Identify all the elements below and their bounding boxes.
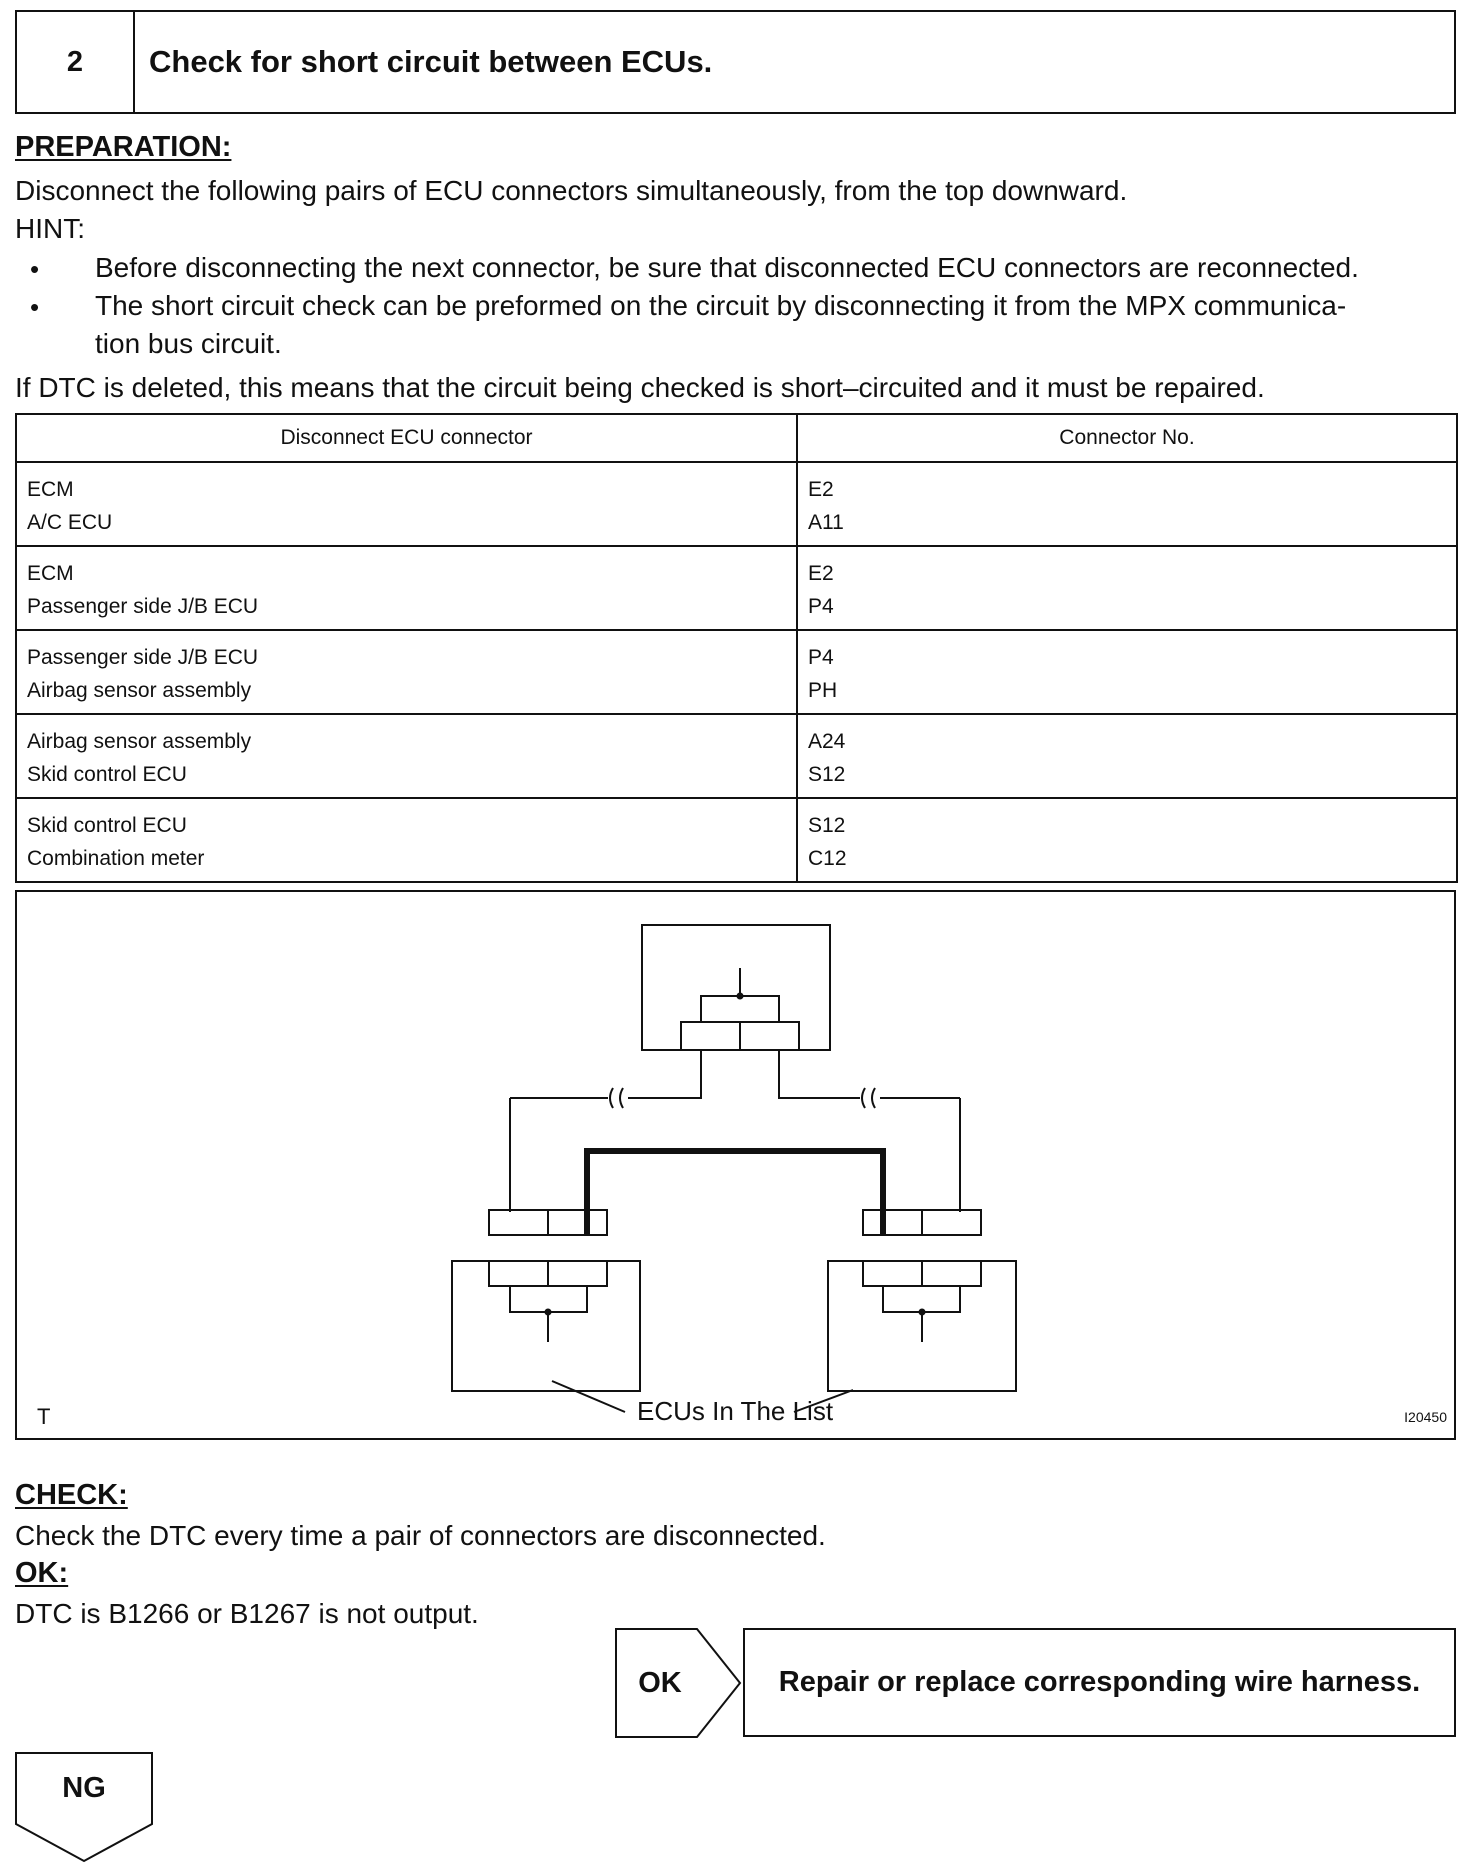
connector-no: A11: [808, 511, 844, 534]
wire-break-mark: [862, 1088, 865, 1108]
dtc-note: If DTC is deleted, this means that the circuit being checked is short–circuited and it must be repaired.: [15, 372, 1265, 403]
check-heading: CHECK:: [15, 1479, 128, 1511]
ecu-name: ECM: [27, 562, 74, 585]
ecu-name: Combination meter: [27, 847, 205, 870]
step-title: Check for short circuit between ECUs.: [149, 44, 713, 79]
ecu-name: ECM: [27, 478, 74, 501]
bullet-icon: •: [30, 292, 40, 322]
connector-cell: [797, 462, 1457, 546]
preparation-text: Disconnect the following pairs of ECU connectors simultaneously, from the top downward.: [15, 175, 1128, 206]
connector-cell: [797, 798, 1457, 882]
bullet-icon: •: [30, 254, 40, 284]
connector-no: P4: [808, 595, 834, 618]
ecu-cell: [16, 798, 797, 882]
junction-dot: [737, 993, 744, 1000]
table-row: [16, 546, 1457, 630]
ecu-name: Airbag sensor assembly: [27, 730, 252, 753]
table-row: [16, 462, 1457, 546]
repair-action-box: Repair or replace corresponding wire harness.: [743, 1628, 1456, 1737]
ecu-name: Skid control ECU: [27, 814, 187, 837]
wire-break-mark: [610, 1088, 613, 1108]
ecu-cell: [16, 630, 797, 714]
hint-bullet-1: Before disconnecting the next connector, be sure that disconnected ECU connectors are reconnected.: [95, 252, 1359, 283]
ng-flow-indicator: [15, 1752, 155, 1864]
mpx-bus-line: [587, 1151, 883, 1235]
connector-cell: [797, 630, 1457, 714]
wiring-diagram-svg: [17, 892, 1454, 1438]
ecu-name: Skid control ECU: [27, 763, 187, 786]
ok-heading: OK:: [15, 1557, 69, 1589]
connector-no: PH: [808, 679, 838, 702]
junction-dot: [919, 1309, 926, 1316]
ok-flow-indicator: [615, 1628, 745, 1740]
connector-cell: [797, 714, 1457, 798]
wiring-diagram: [15, 890, 1456, 1440]
ecu-cell: [16, 546, 797, 630]
ecu-name: A/C ECU: [27, 511, 113, 534]
connector-no: A24: [808, 730, 846, 753]
ecu-name: Passenger side J/B ECU: [27, 595, 259, 618]
table-row: [16, 714, 1457, 798]
label-leader-line: [552, 1381, 625, 1412]
ecu-cell: [16, 714, 797, 798]
step-header: [15, 10, 1456, 114]
connector-table: [15, 413, 1458, 883]
diagram-corner-mark: T: [37, 1404, 51, 1429]
check-text: Check the DTC every time a pair of connectors are disconnected.: [15, 1520, 826, 1551]
table-row: [16, 630, 1457, 714]
connector-no: C12: [808, 847, 847, 870]
table-row: [16, 798, 1457, 882]
figure-id: I20450: [1404, 1409, 1447, 1425]
ecu-name: Passenger side J/B ECU: [27, 646, 259, 669]
connector-no: S12: [808, 814, 846, 837]
ecu-cell: [16, 462, 797, 546]
connector-no: S12: [808, 763, 846, 786]
ok-label: OK: [638, 1666, 682, 1699]
hint-label: HINT:: [15, 213, 85, 244]
connector-cell: [797, 546, 1457, 630]
ecus-in-the-list-label: ECUs In The List: [637, 1396, 834, 1426]
connector-no: E2: [808, 478, 834, 501]
step-number: 2: [17, 12, 135, 112]
table-header-row: [16, 414, 1457, 462]
junction-dot: [545, 1309, 552, 1316]
top-ecu-box: [642, 925, 830, 1050]
ok-text: DTC is B1266 or B1267 is not output.: [15, 1598, 479, 1629]
ng-label: NG: [62, 1771, 106, 1804]
connector-no: P4: [808, 646, 834, 669]
hint-bullet-2-cont: tion bus circuit.: [95, 328, 282, 359]
ecu-name: Airbag sensor assembly: [27, 679, 252, 702]
column-header-ecu: Disconnect ECU connector: [16, 414, 797, 462]
connector-no: E2: [808, 562, 834, 585]
hint-bullet-2: The short circuit check can be preformed on the circuit by disconnecting it from the MPX communica-: [95, 290, 1347, 321]
left-ecu-box: [452, 1261, 640, 1391]
preparation-heading: PREPARATION:: [15, 131, 232, 163]
column-header-connector: Connector No.: [797, 414, 1457, 462]
